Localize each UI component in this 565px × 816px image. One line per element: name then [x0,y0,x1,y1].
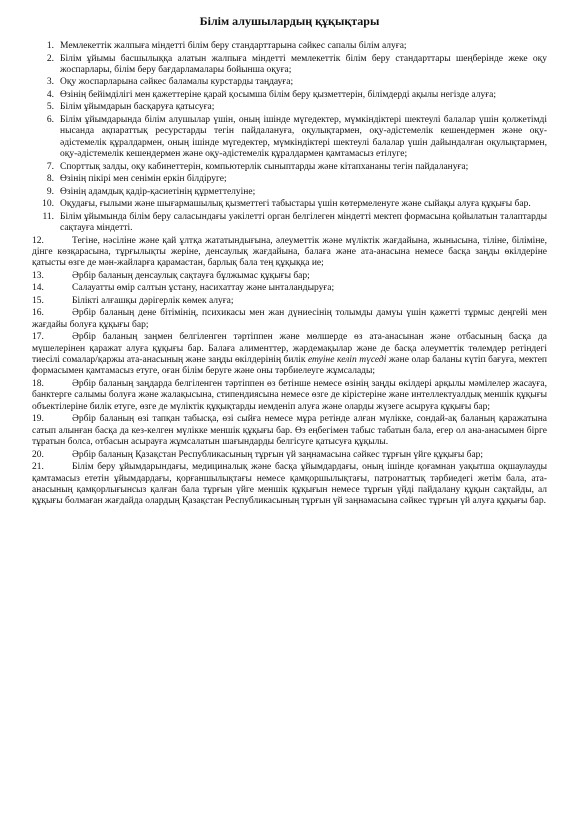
item-number: 12. [32,235,44,246]
item-text: Әрбір баланың денсаулық сақтауға бұлжымас құқығы бар; [72,270,310,281]
item-text-italic: етуіне келіп түседі [307,355,387,366]
item-text: Оқу жоспарларына сәйкес баламалы курстарды таңдауға; [60,77,294,88]
list-item [32,187,547,198]
item-number: 5. [46,102,54,113]
item-number: 6. [46,114,54,125]
list-item [32,332,547,378]
item-text: Өзінің бейімділігі мен қажеттеріне қарай қосымша білім беру қызметтерін, білімдерді ақылы негізде алуға; [60,89,496,100]
list-item [32,115,547,161]
list-item [32,271,547,282]
item-text: Оқудағы, ғылыми және шығармашылық қызметтегі табыстары үшін көтермеленуге және сыйақы алуға құқығы бар. [60,199,531,210]
item-text-after: және олар баланы күтіп бағуға, мектеп формасымен қамтамасыз етуге, оған білім беруге және оны тәрбиелеуге жұмсалады; [32,355,547,377]
list-item [32,296,547,307]
list-item [32,77,547,88]
item-text: Әрбір баланың Қазақстан Республикасының тұрғын үй заңнамасына сәйкес тұрғын үйге құқығы бар; [72,449,484,460]
page-title: Білім алушылардың құқықтары [199,14,380,28]
item-text: Тегіне, нәсіліне және қай ұлтқа жататындығына, әлеуметтік және мүліктік жағдайына, жынысына, тіліне, біліміне, дінге көзқарасына, тұрғылықты жеріне, денсаулық жағдайына, балаға және ата-анасына немесе басқа заңды өкілдеріне қатысты өзге де мән-жайларға қарамастан, барлық бала тең құқыққа ие; [32,235,547,269]
list-item [32,90,547,101]
item-text: Білім ұйымында білім беру саласындағы уәкілетті орган белгілеген міндетті мектеп формасына қойылатын талаптарды сақтауға міндетті. [60,211,547,234]
list-item [32,379,547,413]
item-text: Мемлекеттік жалпыға міндетті білім беру стандарттарына сәйкес сапалы білім алуға; [60,41,407,51]
item-text-before: Әрбір баланың заңмен белгіленген тәртіппен және мөлшерде өз ата-анасынан және отбасының басқа да мүшелерінен қаражат алуға құқығы бар. Балаға алименттер, жәрдемақылар және де басқа әлеуметтік төлемдер ретіндегі тиесілі сомалар/қаржы ата-анасының және заңды өкілдерінің билік [32,332,547,366]
list-item [32,162,547,173]
rights-list [32,41,547,508]
list-item [32,236,547,270]
item-text: Білім ұйымдарын басқаруға қатысуға; [60,102,215,113]
item-text: Әрбір баланың өзі тапқан табысқа, өзі сыйға немесе мұра ретінде алған мүлікке, сондай-ақ баланың қаражатына сатып алынған басқа да кез-келген мүлікке меншік құқығы бар. Өз еңбегімен табыс табатын бала, егер ол ана-анасымен бірге тұратын болса, отбасын асырауға жұмсалатын шағындарды белгісуге қатысуға құқылы. [32,414,547,448]
list-item [32,450,547,461]
item-number: 13. [32,270,44,281]
item-number: 21. [32,462,44,473]
item-text: Өзінің пікірі мен сенімін еркін білдіруге; [60,174,227,185]
list-item [32,212,547,235]
item-number: 9. [46,186,54,197]
item-number: 11. [42,211,54,222]
item-text: Салауатты өмір салтын ұстану, насихаттау және ынталандыруға; [72,283,335,294]
list-item [32,283,547,294]
item-number: 4. [46,89,54,100]
item-number: 17. [32,332,44,343]
item-number: 15. [32,295,44,306]
item-number: 18. [32,378,44,389]
item-text: Спорттық залды, оқу кабинеттерін, компьютерлік сыныптарды және кітапхананы тегін пайдалануға; [60,161,469,172]
list-item [32,199,547,210]
item-number: 16. [32,308,44,319]
item-text: Білім ұйымдарында білім алушылар үшін, оның ішінде мүгедектер, мүмкіндіктері шектеулі балалар үшін қолжетімді нысанда ақпараттық ресурстарды тегін пайдалануға, оқулықтармен, оқу-әдістемелік кешендермен және оқу-әдістемелік құралдармен, оның ішінде мүгедектер, мүмкіндіктері шектеулі балалар үшін дайындалған оқулықтармен, оқу-әдістемелік кешендермен және оқу-әдістемелік құралдармен қамтамасыз етілуге; [60,114,547,160]
item-number: 8. [46,174,54,185]
item-text: Әрбір баланың заңдарда белгіленген тәртіппен өз бетінше немесе өзінің заңды өкілдері арқылы мәмілелер жасауға, банктерге салымы болуға және жалақысына, стипендиясына немесе өзге де кірістеріне және интеллектуалдық меншік құқығы объектілеріне билік етуге, өзге де мүліктік құқықтарды иемденіп алуға және оларды жүзеге асыруға құқығы бар; [32,378,547,412]
list-item [32,462,547,508]
item-number: 20. [32,449,44,460]
item-text: Білім беру ұйымдарындағы, медициналық және басқа ұйымдардағы, оның ішінде қоғамнан уақытша оқшаулауды қамтамасыз ететін ұйымдардағы, қорғаншылықтағы немесе қамқоршылықтағы, патронаттық тәрбиедегі жетім бала, ата-анасының қамқорлығынсыз қалған бала тұрғын үйге меншік құқығын немесе тұрғын үйді пайдалану құқын сақтайды, ал құқығы болмаған жағдайда олардың Қазақстан Республикасының тұрғын үй заңнамасына сәйкес тұрғын үй алуға құқығы бар. [32,462,547,507]
list-item [32,41,547,52]
item-number: 10. [42,199,54,210]
item-number: 3. [46,77,54,88]
item-text: Білім ұйымы басшылыққа алатын жалпыға міндетті мемлекеттік білім беру стандарттары шеңберінде жеке оқу жоспарлары, білім беру бағдарламалары бойынша оқуға; [60,53,547,75]
list-item [32,54,547,77]
item-text: Білікті алғашқы дәрігерлік көмек алуға; [72,295,234,306]
item-text: Өзінің адамдық қадір-қасиетінің құрметтелуіне; [60,186,256,197]
list-item [32,102,547,113]
item-number: 14. [32,283,44,294]
item-text: Әрбір баланың дене бітімінің, психикасы мен жан дүниесінің толымды дамуы үшін қажетті тұрмыс деңгейі мен жағдайы болуға құқығы бар; [32,308,547,330]
list-item [32,174,547,185]
item-number: 1. [46,41,54,51]
item-number: 19. [32,414,44,425]
item-number: 7. [46,161,54,172]
list-item [32,308,547,331]
item-number: 2. [46,53,54,64]
list-item [32,414,547,448]
